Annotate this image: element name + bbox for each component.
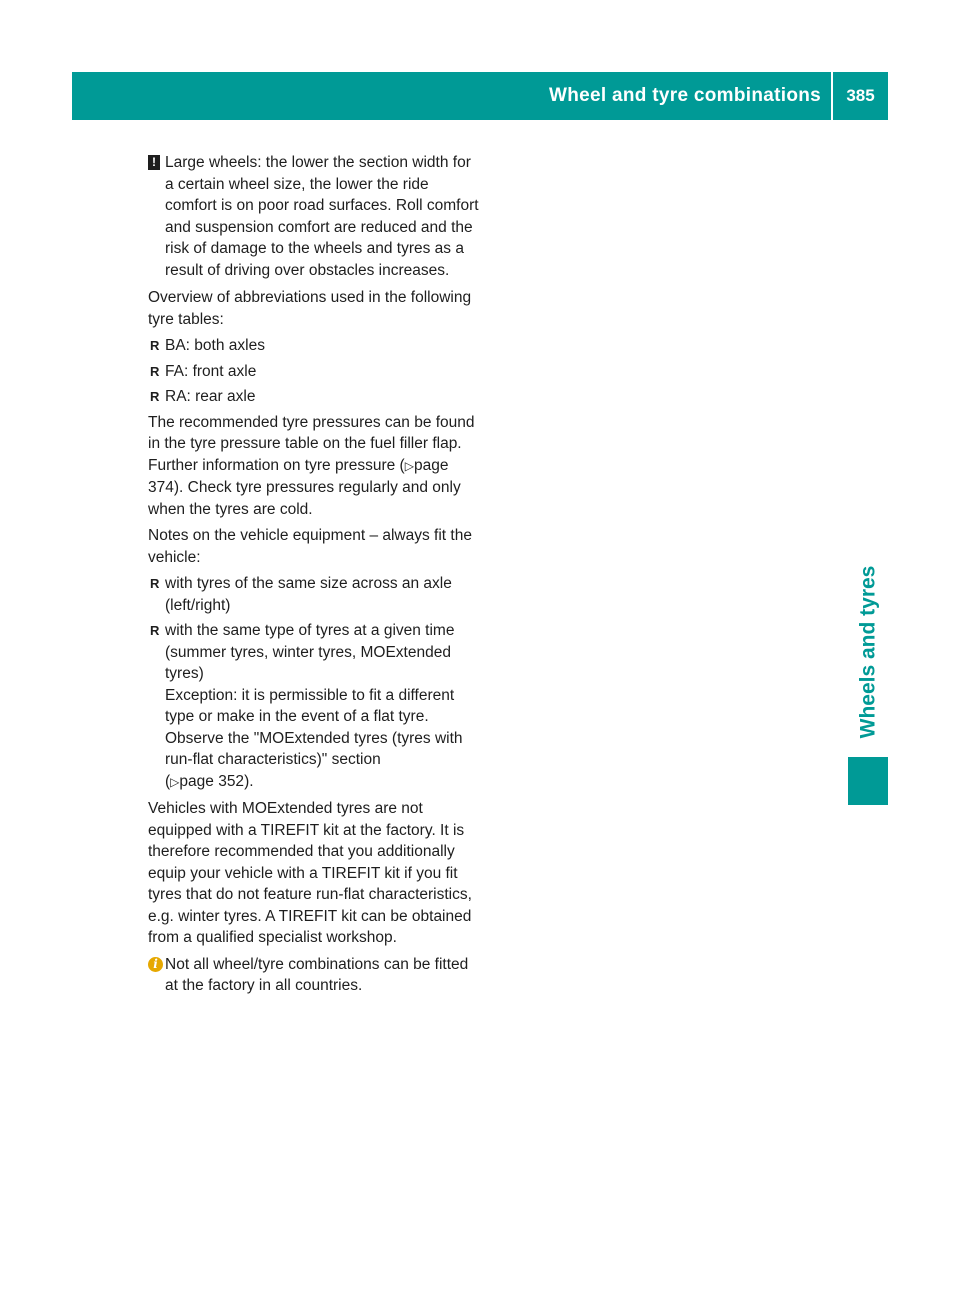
bullet-icon: R xyxy=(150,338,160,353)
moextended-paragraph: Vehicles with MOExtended tyres are not equipped with a TIREFIT kit at the factory. It is therefore recommended that you additionally equip your vehicle with a TIREFIT kit if you fit tyres that do not feature run-flat characteristics, e.g. winter tyres. A TIREFIT kit can be obtained from a qualified specialist workshop. xyxy=(148,800,472,946)
page-number: 385 xyxy=(846,86,875,105)
page-content xyxy=(148,152,482,1003)
bullet-icon: R xyxy=(150,363,160,379)
bullet-icon: R xyxy=(150,389,160,404)
abbreviations-intro: Overview of abbreviations used in the following tyre tables: xyxy=(148,289,472,328)
page-header xyxy=(72,72,888,120)
bullet-icon: R xyxy=(150,576,160,591)
list-item: R RA: rear axle xyxy=(148,386,482,408)
chapter-side-label xyxy=(848,548,888,756)
chapter-tab-marker xyxy=(848,757,888,805)
equipment-notes-list xyxy=(148,573,482,793)
abbreviations-list xyxy=(148,335,482,408)
chapter-title: Wheels and tyres xyxy=(856,565,880,739)
warning-text: Large wheels: the lower the section width for a certain wheel size, the lower the ride comfort is on poor road surfaces. Roll comfort and suspension comfort are reduced and the risk of damage to the wheels and tyres as a result of driving over obstacles increases. xyxy=(165,154,479,279)
section-title: Wheel and tyre combinations xyxy=(548,85,821,106)
equipment-notes-intro: Notes on the vehicle equipment – always fit the vehicle: xyxy=(148,527,472,566)
bullet-icon: R xyxy=(150,623,160,638)
list-item: R with the same type of tyres at a given time (summer tyres, winter tyres, MOExtended tyres) Exception: it is permissible to fit a different type or make in the event of a flat tyre. Observe the "MOExtended tyres (tyres with run-flat characteristics)" section (▷page 352). xyxy=(148,620,482,793)
info-icon: i xyxy=(148,957,163,972)
warning-icon: ! xyxy=(148,155,160,170)
list-item: R BA: both axles xyxy=(148,335,482,357)
page-reference-link[interactable]: page 352 xyxy=(179,772,245,790)
list-item: R with tyres of the same size across an axle (left/right) xyxy=(150,575,452,614)
page-ref-arrow-icon: ▷ xyxy=(404,458,414,473)
tyre-pressure-paragraph: The recommended tyre pressures can be found in the tyre pressure table on the fuel filler flap. Further information on tyre pressure (▷page 374). Check tyre pressures regularly and only when the tyres are cold. xyxy=(148,413,475,518)
page-reference-link[interactable]: page 374 xyxy=(148,456,449,496)
exception-note: Exception: it is permissible to fit a different type or make in the event of a flat tyre. Observe the "MOExtended tyres (tyres with run-flat characteristics)" section (▷page 352). xyxy=(165,686,463,790)
info-text: Not all wheel/tyre combinations can be fitted at the factory in all countries. xyxy=(165,955,469,994)
page-ref-arrow-icon: ▷ xyxy=(170,774,180,789)
list-item: R FA: front axle xyxy=(148,361,482,383)
info-notice xyxy=(148,954,482,997)
warning-notice xyxy=(148,152,482,281)
